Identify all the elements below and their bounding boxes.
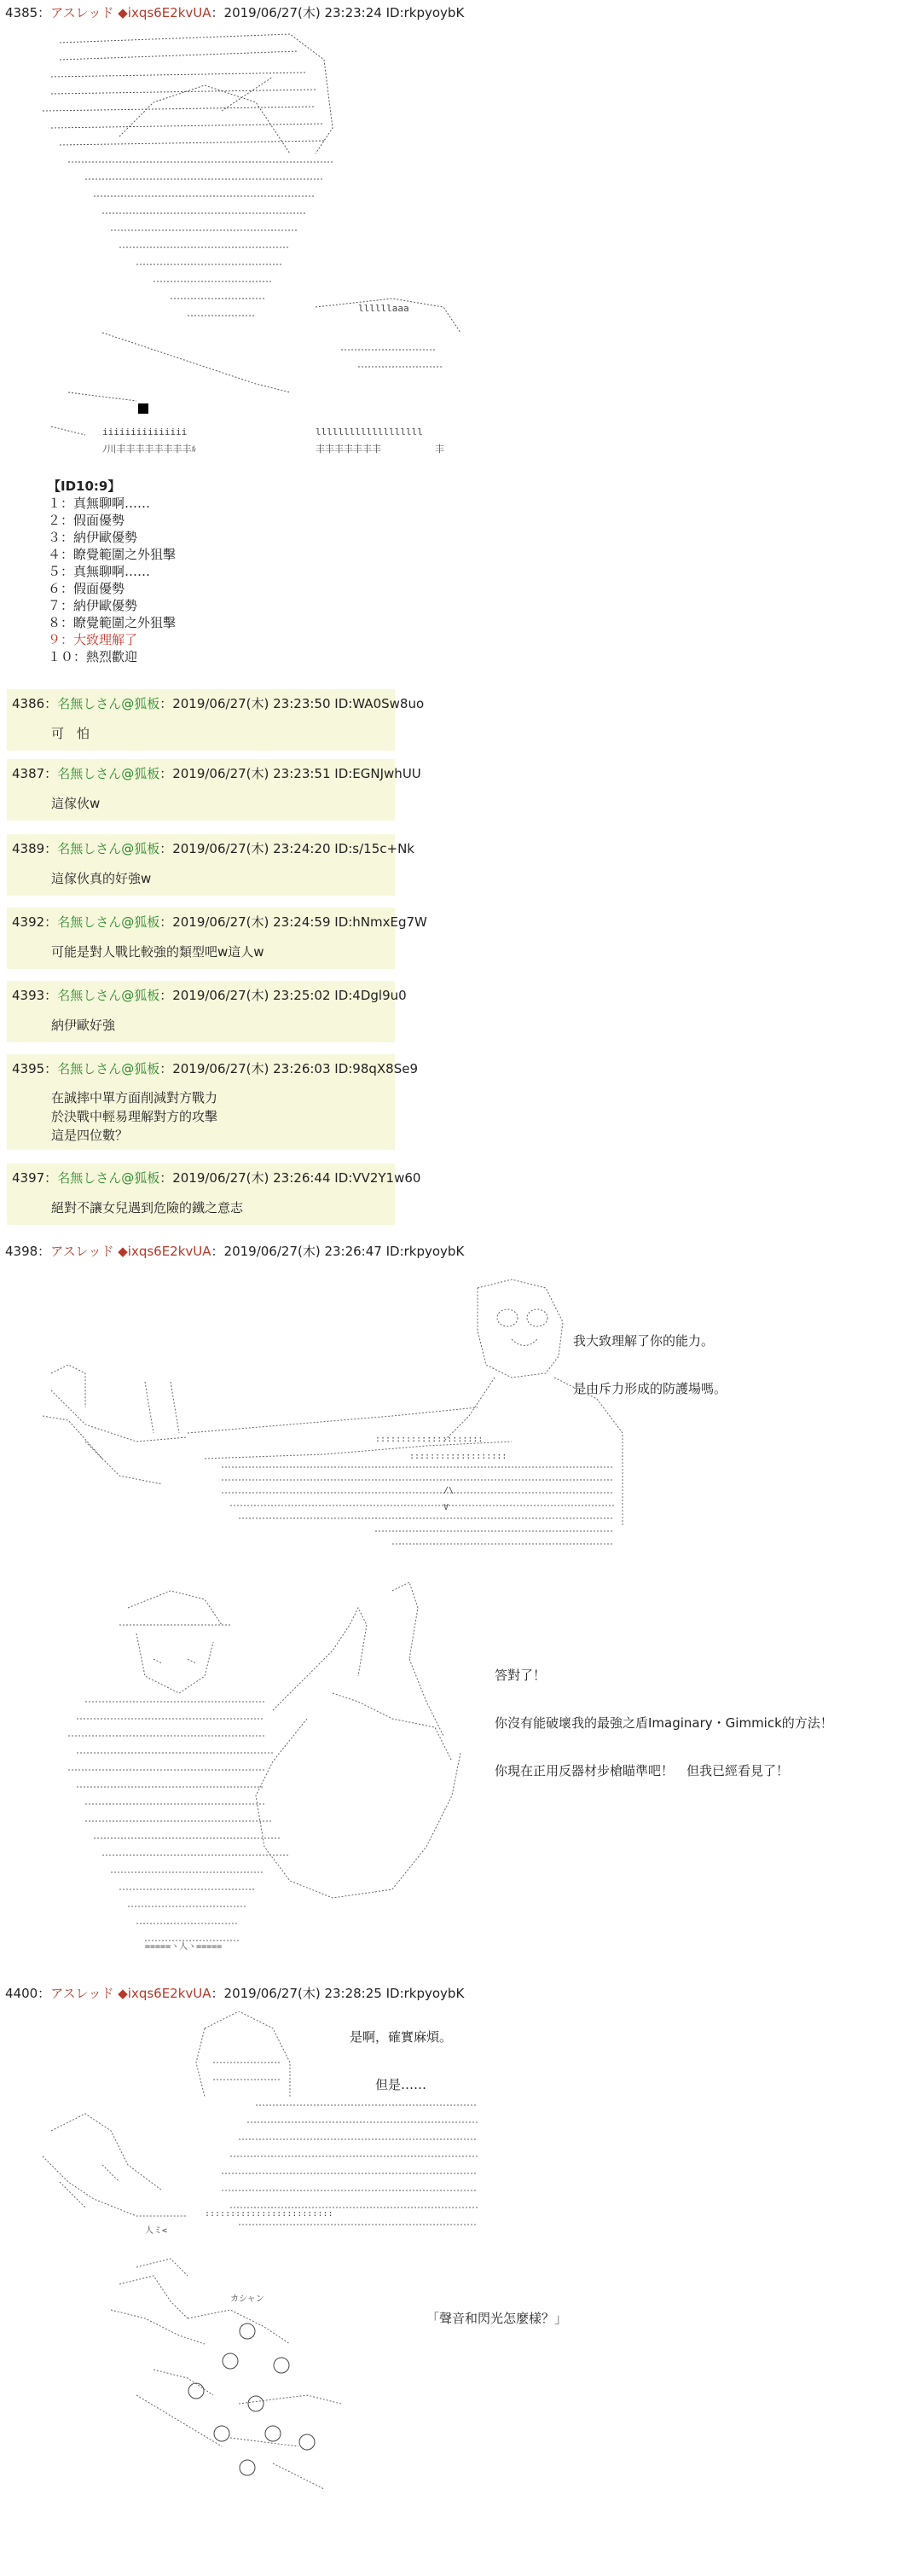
poster-trip: ◆ixqs6E2kvUA (118, 1986, 211, 2001)
post-header (5, 1984, 464, 2002)
post-header (12, 764, 421, 782)
poster-name: アスレッド (50, 1244, 114, 1259)
svg-text:V: V (443, 1503, 449, 1512)
post-header (12, 1059, 418, 1077)
poster-name: 名無しさん@狐板 (57, 1061, 160, 1076)
post-meta: ：2019/06/27(木) 23:23:50 ID:WA0Sw8uo (159, 696, 425, 711)
svg-text:llllllaaa: llllllaaa (358, 303, 409, 314)
post-meta: ：2019/06/27(木) 23:25:02 ID:4Dgl9u0 (159, 988, 407, 1003)
svg-text:人ミ<: 人ミ< (145, 2226, 168, 2236)
post-meta: ：2019/06/27(木) 23:26:44 ID:VV2Y1w60 (159, 1170, 421, 1186)
list-item: １０：熱烈歡迎 (48, 649, 138, 664)
post-header (12, 694, 424, 712)
dialogue-3: 是啊，確實麻煩。 但是…… (350, 2029, 453, 2092)
reply-text: 可能是對人戰比較強的類型吧w這人w (51, 944, 264, 960)
post-number[interactable]: 4387： (12, 766, 58, 781)
sound-effect: カシャン (230, 2295, 264, 2304)
post-header (5, 1242, 464, 1260)
post-number[interactable]: 4393： (12, 988, 58, 1003)
poster-trip: ◆ixqs6E2kvUA (118, 5, 211, 20)
poster-name: 名無しさん@狐板 (57, 696, 160, 711)
post-number[interactable]: 4389： (12, 841, 58, 856)
list-item: ３：納伊歐優勢 (48, 530, 138, 545)
reply-4397 (7, 1163, 421, 1225)
post-header (5, 3, 464, 21)
id-title: 【ID10:9】 (48, 479, 121, 494)
reply-text: 絕對不讓女兒遇到危險的鐵之意志 (51, 1200, 244, 1215)
reply-4393 (7, 981, 407, 1042)
dialogue-1: 我大致理解了你的能力。 是由斥力形成的防護場嗎。 (573, 1333, 727, 1396)
dialogue-4: 「聲音和閃光怎麼樣？」 (426, 2311, 568, 2326)
list-item: ４：瞭覺範圍之外狙擊 (48, 547, 177, 562)
reply-text: 可 怕 (51, 726, 90, 741)
poster-name: アスレッド (50, 1986, 114, 2001)
list-item: ６：假面優勢 (48, 581, 125, 596)
post-meta: ：2019/06/27(木) 23:24:59 ID:hNmxEg7W (159, 914, 427, 930)
poster-name: アスレッド (50, 5, 114, 20)
svg-text:/\: /\ (443, 1486, 455, 1495)
post-header (12, 839, 414, 857)
post-header (12, 913, 427, 931)
svg-text:=====ヽ人ヽ=====: =====ヽ人ヽ===== (145, 1942, 223, 1952)
list-item: ２：假面優勢 (48, 513, 125, 528)
poster-name: 名無しさん@狐板 (57, 841, 160, 856)
reply-4389 (7, 834, 414, 896)
post-number[interactable]: 4397： (12, 1170, 58, 1186)
post-number[interactable]: 4385： (5, 5, 51, 20)
post-meta: ：2019/06/27(木) 23:26:03 ID:98qX8Se9 (159, 1061, 419, 1076)
post-number[interactable]: 4400： (5, 1986, 51, 2001)
poster-name: 名無しさん@狐板 (57, 1170, 160, 1186)
svg-text:丰: 丰 (435, 444, 444, 455)
post-meta: ：2019/06/27(木) 23:24:20 ID:s/15c+Nk (159, 841, 414, 856)
svg-text::::::::::::::::::::: ::::::::::::::::::: (409, 1452, 507, 1461)
post-meta: ：2019/06/27(木) 23:28:25 ID:rkpyoybK (211, 1986, 465, 2001)
post-number[interactable]: 4392： (12, 914, 58, 930)
reply-4395 (7, 1054, 419, 1150)
svg-text::::::::::::::::::::::::::: ::::::::::::::::::::::::: (205, 2209, 333, 2219)
post-number[interactable]: 4395： (12, 1061, 58, 1076)
ascii-art-scene-4 (102, 2250, 409, 2506)
reply-text: 納伊歐好強 (51, 1018, 116, 1033)
post-meta: ：2019/06/27(木) 23:26:47 ID:rkpyoybK (211, 1244, 465, 1259)
post-header (12, 986, 407, 1004)
reply-4386 (7, 689, 425, 751)
ascii-art-scene-2 (51, 1574, 512, 1966)
post-number[interactable]: 4386： (12, 696, 58, 711)
dialogue-2: 答對了！ 你沒有能破壞我的最強之盾Imaginary・Gimmick的方法！ 你現在正用反器材步槍瞄準吧！ 但我已經看見了！ (495, 1668, 833, 1778)
ascii-art-scene-1 (34, 1271, 631, 1561)
svg-text::::::::::::::::::::::: ::::::::::::::::::::: (375, 1435, 484, 1444)
post-header (12, 1169, 420, 1186)
list-item: ７：納伊歐優勢 (48, 598, 138, 613)
reply-text: 這傢伙真的好強w (51, 871, 152, 886)
list-item: ８：瞭覺範圍之外狙擊 (48, 615, 177, 630)
reply-text: 在誠摔中單方面削減對方戰力 於決戰中輕易理解對方的攻擊 這是四位數？ (51, 1090, 218, 1143)
poster-trip: ◆ixqs6E2kvUA (118, 1244, 211, 1259)
reply-4387 (7, 759, 421, 821)
svg-text:丰丰丰丰丰丰丰: 丰丰丰丰丰丰丰 (316, 444, 381, 455)
ascii-art-figure (34, 26, 478, 469)
list-item-highlighted: ９：大致理解了 (48, 632, 138, 647)
post-meta: ：2019/06/27(木) 23:23:24 ID:rkpyoybK (211, 5, 465, 20)
post-number[interactable]: 4398： (5, 1244, 51, 1259)
svg-text:ﾉ川丰丰丰丰丰丰丰丰ﾙ: ﾉ川丰丰丰丰丰丰丰丰ﾙ (102, 444, 196, 455)
list-item: ５：真無聊啊…… (48, 564, 151, 579)
list-item: １：真無聊啊…… (48, 496, 151, 511)
poster-name: 名無しさん@狐板 (57, 988, 160, 1003)
poster-name: 名無しさん@狐板 (57, 766, 160, 781)
svg-text:iiiiiiiiiiiiiii: iiiiiiiiiiiiiii (102, 426, 188, 438)
reply-text: 這傢伙w (51, 796, 101, 811)
post-meta: ：2019/06/27(木) 23:23:51 ID:EGNJwhUU (159, 766, 421, 781)
poster-name: 名無しさん@狐板 (57, 914, 160, 930)
reply-4392 (7, 908, 427, 969)
svg-text:lllllllllllllllllll: lllllllllllllllllll (316, 426, 423, 438)
